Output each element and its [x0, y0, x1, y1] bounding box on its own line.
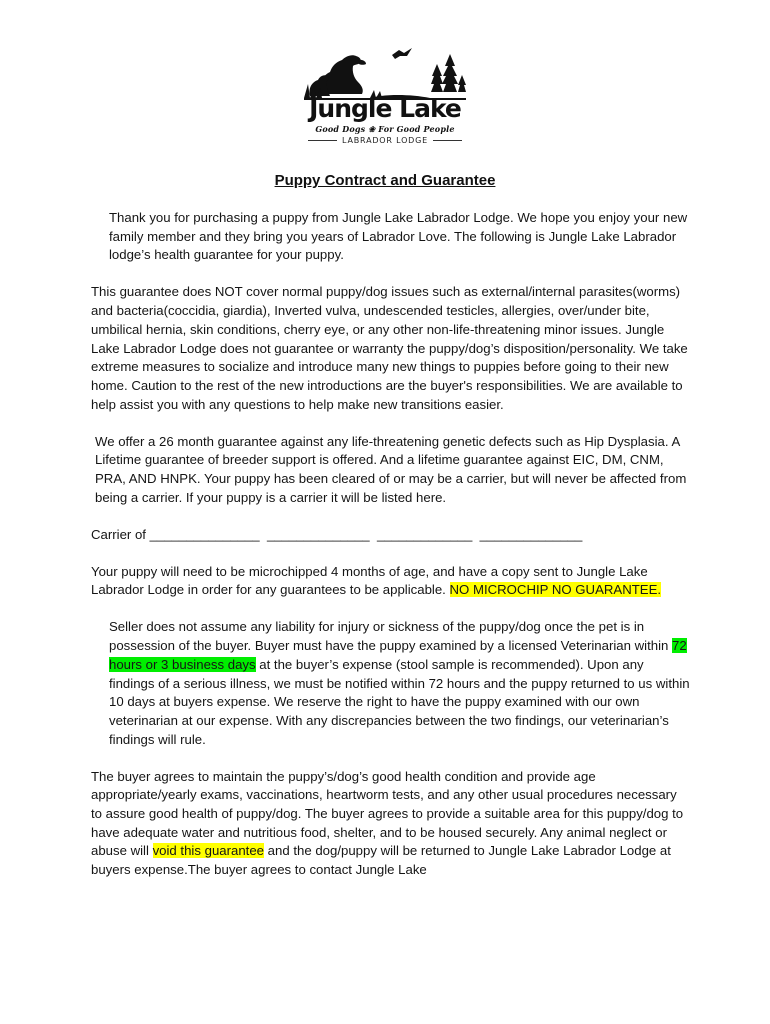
- microchip-text: Your puppy will need to be microchipped 4 months of age, and have a copy sent to Jungle Lake Labrador Lodge in order for any guarantees to be applicable.: [91, 563, 648, 598]
- jungle-lake-logo: [300, 44, 470, 150]
- liability-highlight: 72 hours or 3 business days: [109, 638, 687, 672]
- paragraph-buyer-care: [91, 768, 691, 880]
- logo-rule-right: [433, 140, 462, 141]
- logo-brand-name: Jungle Lake: [309, 94, 461, 123]
- liability-text-before: Seller does not assume any liability for injury or sickness of the puppy/dog once the pet is in possession of the buyer. Buyer must have the puppy examined by a licensed Veterinarian within: [109, 619, 672, 654]
- paragraph-intro: Thank you for purchasing a puppy from Jungle Lake Labrador Lodge. We hope you enjoy your new family member and they bring you years of Labrador Love. The following is Jungle Lake Labrador lodge’s health guarantee for your puppy.: [109, 210, 688, 263]
- liability-text-after: at the buyer’s expense (stool sample is recommended). Upon any findings of a serious illness, we must be notified within 72 hours and the puppy returned to us within 10 days at buyers expense. We reserve the right to have the puppy examined with our own veterinarian at our expense. With any discrepancies between the two findings, our veterinarian’s findings will rule.: [109, 656, 690, 747]
- paragraph-microchip: [91, 563, 691, 600]
- logo-rule-left: [308, 140, 337, 141]
- paragraph-genetic-guarantee: We offer a 26 month guarantee against any life-threatening genetic defects such as Hip Dysplasia. A Lifetime guarantee of breeder support is offered. And a lifetime guarantee against EIC, DM, CNM, PRA, AND HNPK. Your puppy has been cleared of or may be a carrier, but will never be affected from being a carrier. If your puppy is a carrier it will be listed here.: [95, 433, 687, 505]
- labrador-dog-logo-icon: [300, 44, 470, 100]
- document-body: [91, 209, 691, 898]
- logo-subtitle-row: [308, 136, 462, 145]
- logo-tagline: Good Dogs ❀ For Good People: [315, 124, 455, 134]
- care-text-before: The buyer agrees to maintain the puppy’s/dog’s good health condition and provide age appropriate/yearly exams, vaccinations, heartworm tests, and any other usual procedures necessary to assure good health of puppy/dog. The buyer agrees to provide a suitable area for this puppy/dog to have adequate water and nutritious food, shelter, and to be housed securely. Any animal neglect or abuse will: [91, 768, 684, 859]
- document-title: Puppy Contract and Guarantee: [274, 172, 496, 189]
- paragraph-liability: [91, 618, 691, 749]
- logo-subtitle: LABRADOR LODGE: [342, 136, 428, 145]
- microchip-highlight: NO MICROCHIP NO GUARANTEE.: [449, 582, 662, 598]
- paragraph-exclusions: This guarantee does NOT cover normal puppy/dog issues such as external/internal parasites(worms) and bacteria(coccidia, giardia), Inverted vulva, undescended testicles, allergies, over/under bite, umbilical hernia, skin conditions, cherry eye, or any other non-life-threatening minor issues. Jungle Lake Labrador Lodge does not guarantee or warranty the puppy/dog’s disposition/personality. We take extreme measures to socialize and introduce many new things to puppies before going to their new home. Caution to the rest of the new introductions are the buyer's responsibilities. We are available to help assist you with any questions to help make new transitions easier.: [91, 284, 688, 412]
- care-highlight: void this guarantee: [152, 843, 265, 859]
- care-text-after: and the dog/puppy will be returned to Jungle Lake Labrador Lodge at buyers expense.The buyer agrees to contact Jungle Lake: [91, 843, 671, 878]
- carrier-of-line: Carrier of _______________ ______________ _____________ ______________: [91, 526, 583, 542]
